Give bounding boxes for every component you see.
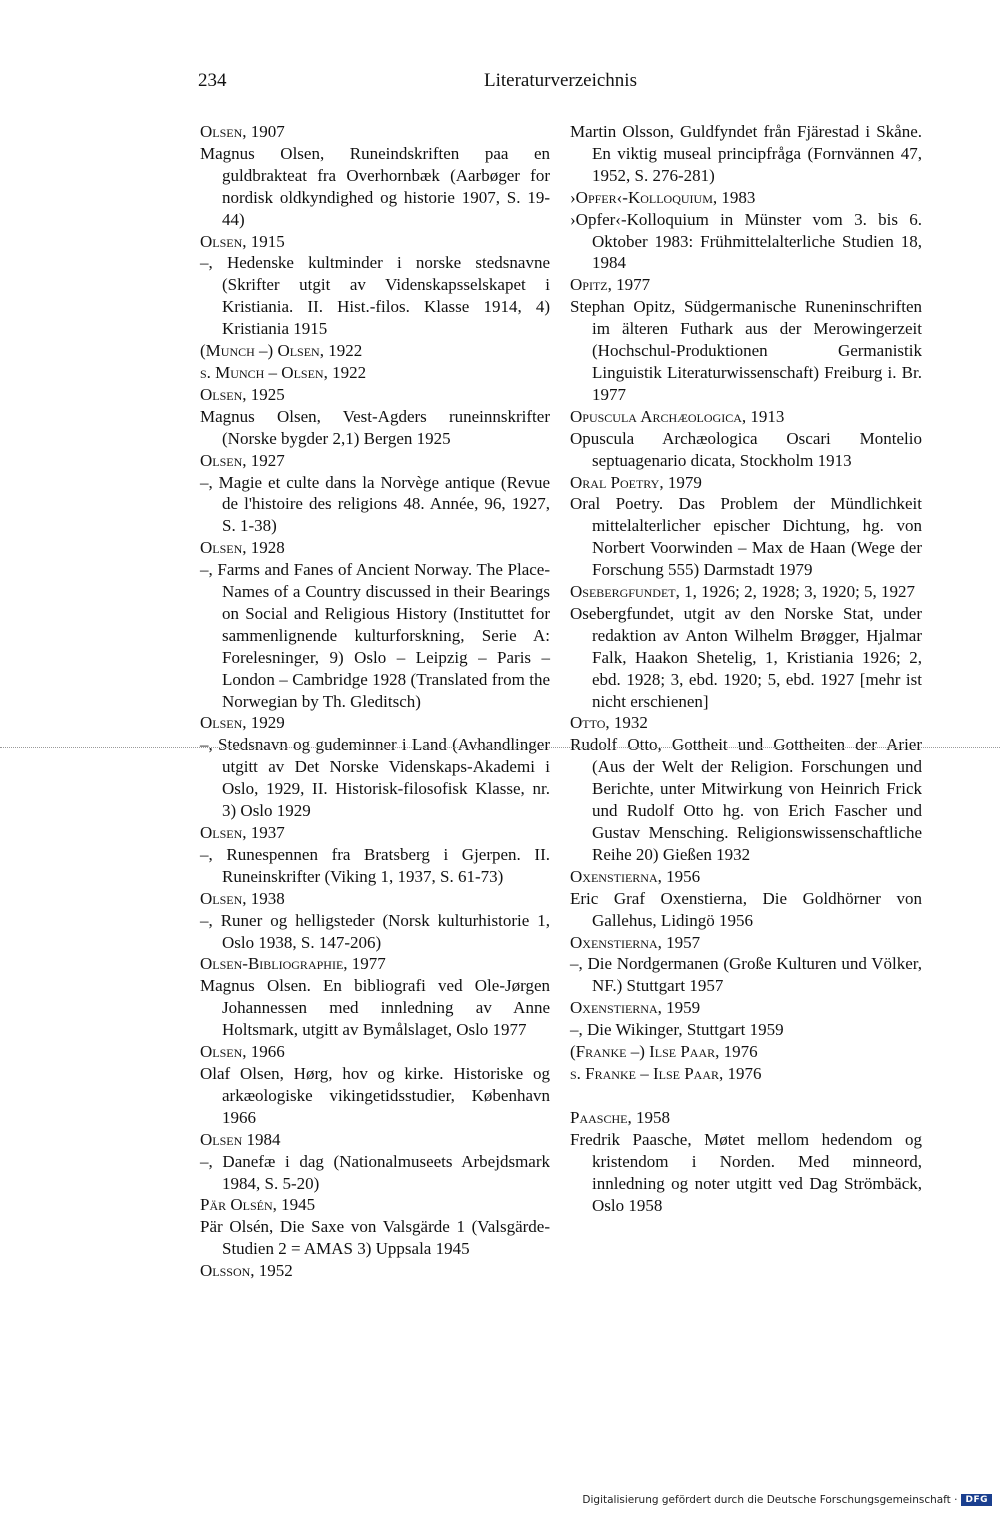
- entry-key: Osebergfundet, 1, 1926; 2, 1928; 3, 1920; 5, 1927: [570, 582, 916, 602]
- entry-key: Pär Olsén, 1945: [200, 1195, 316, 1215]
- entry-citation: Magnus Olsen. En bibliografi ved Ole-Jørgen Johannessen med innledning av Anne Holtsmark, utgitt av Bymålslaget, Oslo 1977: [200, 976, 550, 1040]
- entry-key: Olsen-Bibliographie, 1977: [200, 954, 386, 974]
- bibliography-entry: [570, 472, 922, 582]
- bibliography-entry: [200, 231, 550, 341]
- bibliography-entry: [200, 888, 550, 954]
- entry-gap: [570, 1085, 922, 1107]
- entry-key: Oral Poetry, 1979: [570, 472, 702, 492]
- entry-key: Olsen, 1937: [200, 823, 285, 842]
- bibliography-entry: [200, 340, 550, 362]
- footer-text: Digitalisierung gefördert durch die Deutsche Forschungsgemeinschaft ·: [582, 1494, 958, 1506]
- entry-key: Olsen, 1938: [200, 888, 285, 908]
- entry-key: Olsen, 1929: [200, 713, 285, 733]
- bibliography-entry: [570, 1041, 922, 1063]
- entry-citation: Oral Poetry. Das Problem der Mündlichkeit mittelalterlicher epischer Dichtung, hg. von Norbert Voorwinden – Max de Haan (Wege der Forschung 555) Darmstadt 1979: [570, 494, 922, 580]
- entry-key: (Munch –) Olsen, 1922: [200, 341, 363, 361]
- entry-citation: Osebergfundet, utgit av den Norske Stat, under redaktion av Anton Wilhelm Brøgger, Hjalmar Falk, Haakon Shetelig, 1, Kristiania 1926; 2, ebd. 1928; 3, ebd. 1920; 5, ebd. 1927 [mehr ist nicht erschienen]: [570, 603, 922, 711]
- bibliography-entry: [570, 121, 922, 187]
- entry-citation: ›Opfer‹-Kolloquium in Münster vom 3. bis 6. Oktober 1983: Frühmittelalterliche Studien 18, 1984: [570, 209, 922, 273]
- dfg-logo-icon: DFG: [961, 1494, 992, 1506]
- bibliography-entry: [570, 581, 922, 712]
- bibliography-entry: [200, 712, 550, 822]
- entry-key: Olsen, 1927: [200, 450, 285, 470]
- bibliography-entry: [200, 953, 550, 1041]
- entry-key: s. Munch – Olsen, 1922: [200, 362, 367, 382]
- entry-key: Olsen, 1928: [200, 538, 285, 558]
- bibliography-entry: [200, 121, 550, 231]
- entry-citation: Pär Olsén, Die Saxe von Valsgärde 1 (Valsgärde-Studien 2 = AMAS 3) Uppsala 1945: [200, 1217, 550, 1259]
- entry-key: Olsen, 1925: [200, 384, 285, 404]
- entry-key: Olsen 1984: [200, 1129, 281, 1149]
- running-head: Literaturverzeichnis: [484, 70, 637, 91]
- entry-key: Oxenstierna, 1957: [570, 932, 701, 952]
- page-number: 234: [198, 70, 227, 91]
- entry-key: Opitz, 1977: [570, 275, 651, 295]
- entry-key: Opuscula Archæologica, 1913: [570, 406, 785, 426]
- entry-citation: –, Runer og helligsteder (Norsk kulturhistorie 1, Oslo 1938, S. 147-206): [200, 910, 550, 952]
- entry-citation: –, Farms and Fanes of Ancient Norway. The Place-Names of a Country discussed in their Bearings on Social and Religious History (Instituttet for sammenlignende kulturforskning, Serie A: Forelesninger, 9) Oslo – Leipzig – Paris – London – Cambridge 1928 (Translated from the Norwegian by Th. Gleditsch): [200, 560, 550, 711]
- entry-key: Paasche, 1958: [570, 1107, 670, 1127]
- entry-key: Olsen, 1915: [200, 231, 285, 251]
- entry-key: Oxenstierna, 1956: [570, 866, 701, 886]
- bibliography-entry: [570, 932, 922, 998]
- bibliography-entry: [570, 1107, 922, 1217]
- fold-line: [0, 747, 1000, 748]
- entry-citation: Rudolf Otto, Gottheit und Gottheiten der Arier (Aus der Welt der Religion. Forschungen und Berichte, unter Mitwirkung von Heinrich Frick und Rudolf Otto hg. von Erich Fascher und Gustav Mensching. Religionswissenschaftliche Reihe 20) Gießen 1932: [570, 735, 922, 864]
- entry-citation: –, Danefæ i dag (Nationalmuseets Arbejdsmark 1984, S. 5-20): [200, 1151, 550, 1193]
- bibliography-entry: [200, 1129, 550, 1195]
- entry-citation: Magnus Olsen, Runeindskriften paa en guldbrakteat fra Overhornbæk (Aarbøger for nordisk oldkyndighed og historie 1907, S. 19-44): [200, 143, 550, 229]
- bibliography-entry: [200, 822, 550, 888]
- entry-key: Oxenstierna, 1959: [570, 998, 701, 1018]
- bibliography-entry: [570, 187, 922, 275]
- entry-citation: –, Runespennen fra Bratsberg i Gjerpen. II. Runeinskrifter (Viking 1, 1937, S. 61-73): [200, 844, 550, 886]
- entry-citation: Fredrik Paasche, Møtet mellom hedendom og kristendom i Norden. Med minneord, innledning og noter utgitt ved Dag Strömbäck, Oslo 1958: [570, 1129, 922, 1215]
- entry-citation: Stephan Opitz, Südgermanische Runeninschriften im älteren Futhark aus der Merowingerzeit (Hochschul-Produktionen Germanistik Linguistik Literaturwissenschaft) Freiburg i. Br. 1977: [570, 297, 922, 404]
- entry-key: Olsen, 1907: [200, 122, 285, 141]
- bibliography-entry: [570, 997, 922, 1041]
- entry-citation: Martin Olsson, Guldfyndet från Fjärestad i Skåne. En viktig museal principfråga (Fornvännen 47, 1952, S. 276-281): [570, 122, 922, 185]
- bibliography-entry: [200, 1041, 550, 1129]
- bibliography-entry: [570, 712, 922, 865]
- entry-key: ›Opfer‹-Kolloquium, 1983: [570, 187, 756, 207]
- bibliography-entry: [200, 362, 550, 384]
- bibliography-entry: [200, 384, 550, 450]
- entry-key: Olsen, 1966: [200, 1042, 285, 1062]
- entry-key: Otto, 1932: [570, 713, 648, 733]
- bibliography-entry: [570, 866, 922, 932]
- entry-citation: –, Magie et culte dans la Norvège antique (Revue de l'histoire des religions 48. Année, 96, 1927, S. 1-38): [200, 472, 550, 536]
- entry-key: Olsson, 1952: [200, 1261, 293, 1281]
- entry-citation: Opuscula Archæologica Oscari Montelio septuagenario dicata, Stockholm 1913: [570, 428, 922, 470]
- left-column: [200, 121, 550, 1282]
- bibliography-entry: [200, 1260, 550, 1282]
- bibliography-entry: [200, 537, 550, 712]
- entry-citation: Olaf Olsen, Hørg, hov og kirke. Historiske og arkæologiske vikingetidsstudier, København 1966: [200, 1063, 550, 1127]
- entry-key: (Franke –) Ilse Paar, 1976: [570, 1042, 758, 1062]
- bibliography-entry: [200, 1194, 550, 1260]
- entry-citation: Eric Graf Oxenstierna, Die Goldhörner von Gallehus, Lidingö 1956: [570, 888, 922, 930]
- entry-citation: Magnus Olsen, Vest-Agders runeinnskrifter (Norske bygder 2,1) Bergen 1925: [200, 406, 550, 448]
- entry-citation: –, Stedsnavn og gudeminner i Land (Avhandlinger utgitt av Det Norske Videnskaps-Akademi i Oslo, 1929, II. Historisk-filosofisk Klasse, nr. 3) Oslo 1929: [200, 735, 550, 821]
- entry-citation: –, Die Nordgermanen (Große Kulturen und Völker, NF.) Stuttgart 1957: [570, 954, 922, 996]
- footer: [582, 1494, 992, 1506]
- bibliography-entry: [570, 406, 922, 472]
- entry-key: s. Franke – Ilse Paar, 1976: [570, 1063, 762, 1083]
- bibliography-entry: [200, 450, 550, 538]
- bibliography-entry: [570, 1063, 922, 1085]
- bibliography-entry: [570, 274, 922, 405]
- right-column: [570, 121, 922, 1216]
- entry-citation: –, Die Wikinger, Stuttgart 1959: [570, 1020, 784, 1040]
- entry-citation: –, Hedenske kultminder i norske stedsnavne (Skrifter utgit av Videnskapsselskapet i Kristiania. II. Hist.-filos. Klasse 1914, 4) Kristiania 1915: [200, 253, 550, 339]
